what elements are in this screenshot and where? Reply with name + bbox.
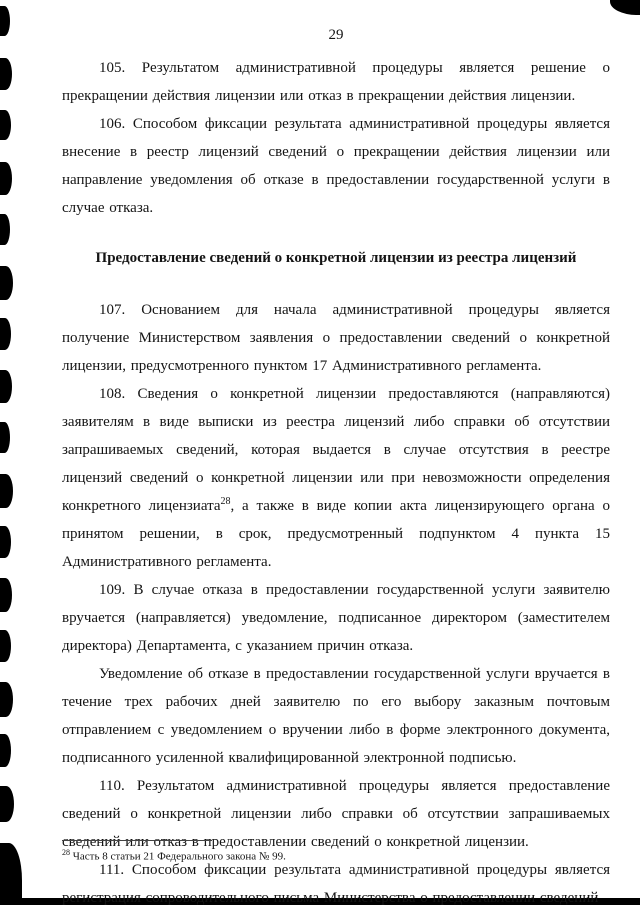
paragraph-108-text-before: 108. Сведения о конкретной лицензии предоставляются (направляются) заявителям в виде выписки из реестра лицензий либо справки об отсутствии запрашиваемых сведений, которая выдается в случае отсутствия в реестре лицензий сведений о конкретной лицензии или при невозможности определения конкретного лицензиата	[62, 386, 610, 514]
scan-blob-icon	[0, 526, 11, 558]
scan-blob-icon	[0, 474, 13, 508]
footnote-marker: 28	[62, 848, 70, 857]
scan-blob-icon	[0, 422, 10, 453]
scan-blob-icon	[0, 162, 12, 195]
paragraph-108-text-after: , а также в виде копии акта лицензирующего органа о принятом решении, в срок, предусмотренный подпунктом 4 пункта 15 Административного регламента.	[62, 498, 610, 570]
paragraph-109-notice: Уведомление об отказе в предоставлении государственной услуги вручается в течение трех рабочих дней заявителю по его выбору заказным почтовым отправлением с уведомлением о вручении либо в форме электронного документа, подписанного усиленной квалифицированной электронной подписью.	[62, 666, 610, 766]
page-number: 29	[328, 27, 344, 43]
scan-blob-icon	[0, 786, 14, 822]
footnote-separator	[62, 840, 212, 841]
scan-blob-icon	[0, 318, 11, 350]
footnote	[62, 846, 610, 864]
scan-blob-icon	[0, 266, 13, 300]
footnote-text: Часть 8 статьи 21 Федерального закона № 99.	[72, 850, 286, 863]
footnote-area	[62, 840, 610, 864]
paragraph-106: 106. Способом фиксации результата административной процедуры является внесение в реестр лицензий сведений о прекращении действия лицензии или направление уведомления об отказе в предоставлении государственной услуги в случае отказа.	[62, 116, 610, 216]
scan-artifact-bottom-left-icon	[0, 843, 22, 905]
scan-artifact-corner-icon	[610, 0, 640, 15]
section-heading: Предоставление сведений о конкретной лицензии из реестра лицензий	[95, 250, 577, 266]
scan-blob-icon	[0, 630, 11, 662]
scan-blob-icon	[0, 214, 10, 245]
paragraph-107: 107. Основанием для начала административной процедуры является получение Министерством заявления о предоставлении сведений о конкретной лицензии, предусмотренного пунктом 17 Административного регламента.	[62, 302, 610, 374]
paragraph-110: 110. Результатом административной процедуры является предоставление сведений о конкретной лицензии либо справки об отсутствии запрашиваемых сведений или отказ в предоставлении сведений о конкретной лицензии.	[62, 778, 610, 850]
scan-blob-icon	[0, 6, 10, 36]
scan-blob-icon	[0, 578, 12, 612]
paragraph-111: 111. Способом фиксации результата административной процедуры является регистрация сопроводительного письма Министерства о предоставлении сведений	[62, 862, 610, 906]
paragraph-105: 105. Результатом административной процедуры является решение о прекращении действия лицензии или отказ в прекращении действия лицензии.	[62, 60, 610, 104]
paragraph-109: 109. В случае отказа в предоставлении государственной услуги заявителю вручается (направляется) уведомление, подписанное директором (заместителем директора) Департамента, с указанием причин отказа.	[62, 582, 610, 654]
paragraph-108	[62, 380, 610, 576]
footnote-ref-28: 28	[220, 496, 231, 507]
scan-blob-icon	[0, 370, 12, 403]
scan-blob-icon	[0, 734, 11, 767]
scan-blob-icon	[0, 58, 12, 90]
scan-blob-icon	[0, 682, 13, 717]
scan-blob-icon	[0, 110, 11, 140]
document-body	[62, 24, 610, 912]
